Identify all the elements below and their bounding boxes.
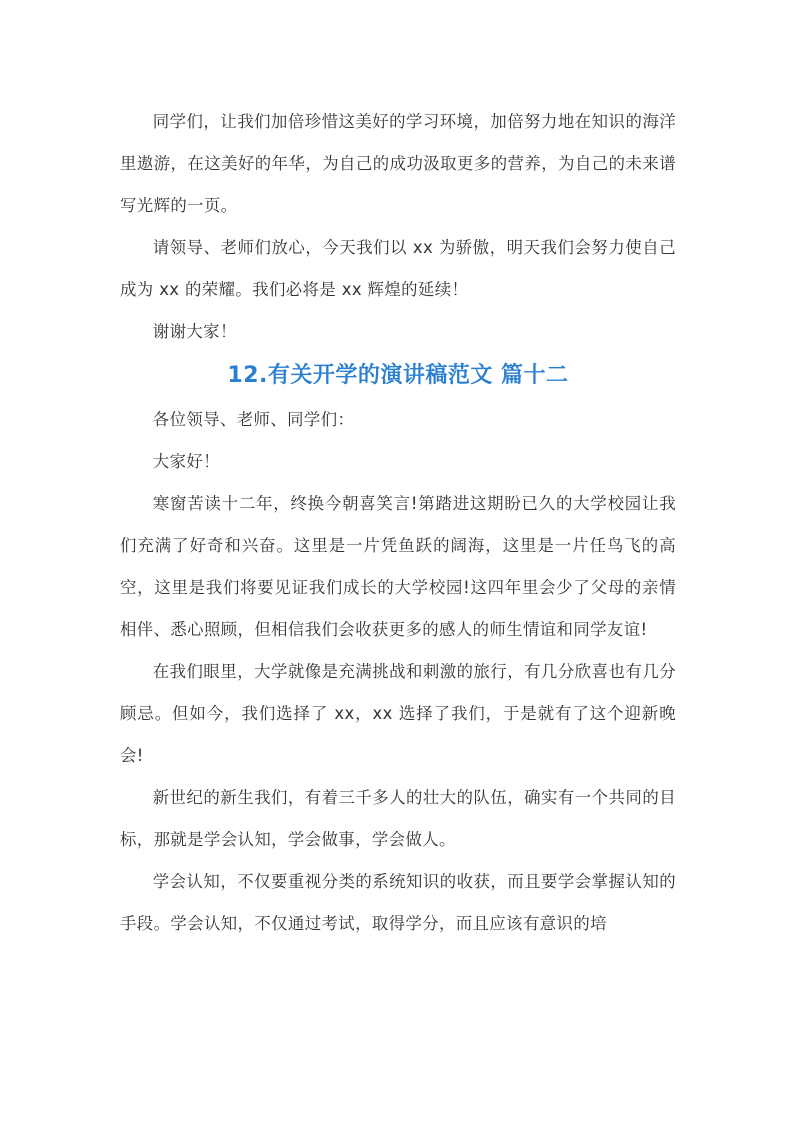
paragraph-salutation: 各位领导、老师、同学们： xyxy=(152,410,355,429)
paragraph-learn-to-know: 学会认知，不仅要重视分类的系统知识的收获，而且要学会掌握认知的手段。学会认知，不仅通过考试，取得学分，而且应该有意识的培 xyxy=(120,872,676,933)
paragraph-cherish-environment: 同学们，让我们加倍珍惜这美好的学习环境，加倍努力地在知识的海洋里遨游，在这美好的年华，为自己的成功汲取更多的营养，为自己的未来谱写光辉的一页。 xyxy=(120,112,676,215)
paragraph-campus-arrival: 寒窗苦读十二年，终换今朝喜笑言!第踏进这期盼已久的大学校园让我们充满了好奇和兴奋。这里是一片凭鱼跃的阔海，这里是一片任鸟飞的高空，这里是我们将要见证我们成长的大学校园!这四年里会少了父母的亲情相伴、悉心照顾，但相信我们会收获更多的感人的师生情谊和同学友谊! xyxy=(120,494,676,639)
paragraph-leaders-rest-assured: 请领导、老师们放心，今天我们以 xx 为骄傲，明天我们会努力使自己成为 xx 的荣耀。我们必将是 xx 辉煌的延续！ xyxy=(120,238,676,299)
paragraph-common-goal: 新世纪的新生我们，有着三千多人的壮大的队伍，确实有一个共同的目标，那就是学会认知，学会做事，学会做人。 xyxy=(120,788,676,849)
paragraph-greeting: 大家好！ xyxy=(152,452,220,471)
paragraph-university-journey: 在我们眼里，大学就像是充满挑战和刺激的旅行，有几分欣喜也有几分顾忌。但如今，我们选择了 xx，xx 选择了我们，于是就有了这个迎新晚会! xyxy=(120,662,676,765)
paragraph-thanks: 谢谢大家！ xyxy=(152,322,237,341)
section-heading: 12.有关开学的演讲稿范文 篇十二 xyxy=(227,363,569,388)
document-body xyxy=(120,101,676,945)
